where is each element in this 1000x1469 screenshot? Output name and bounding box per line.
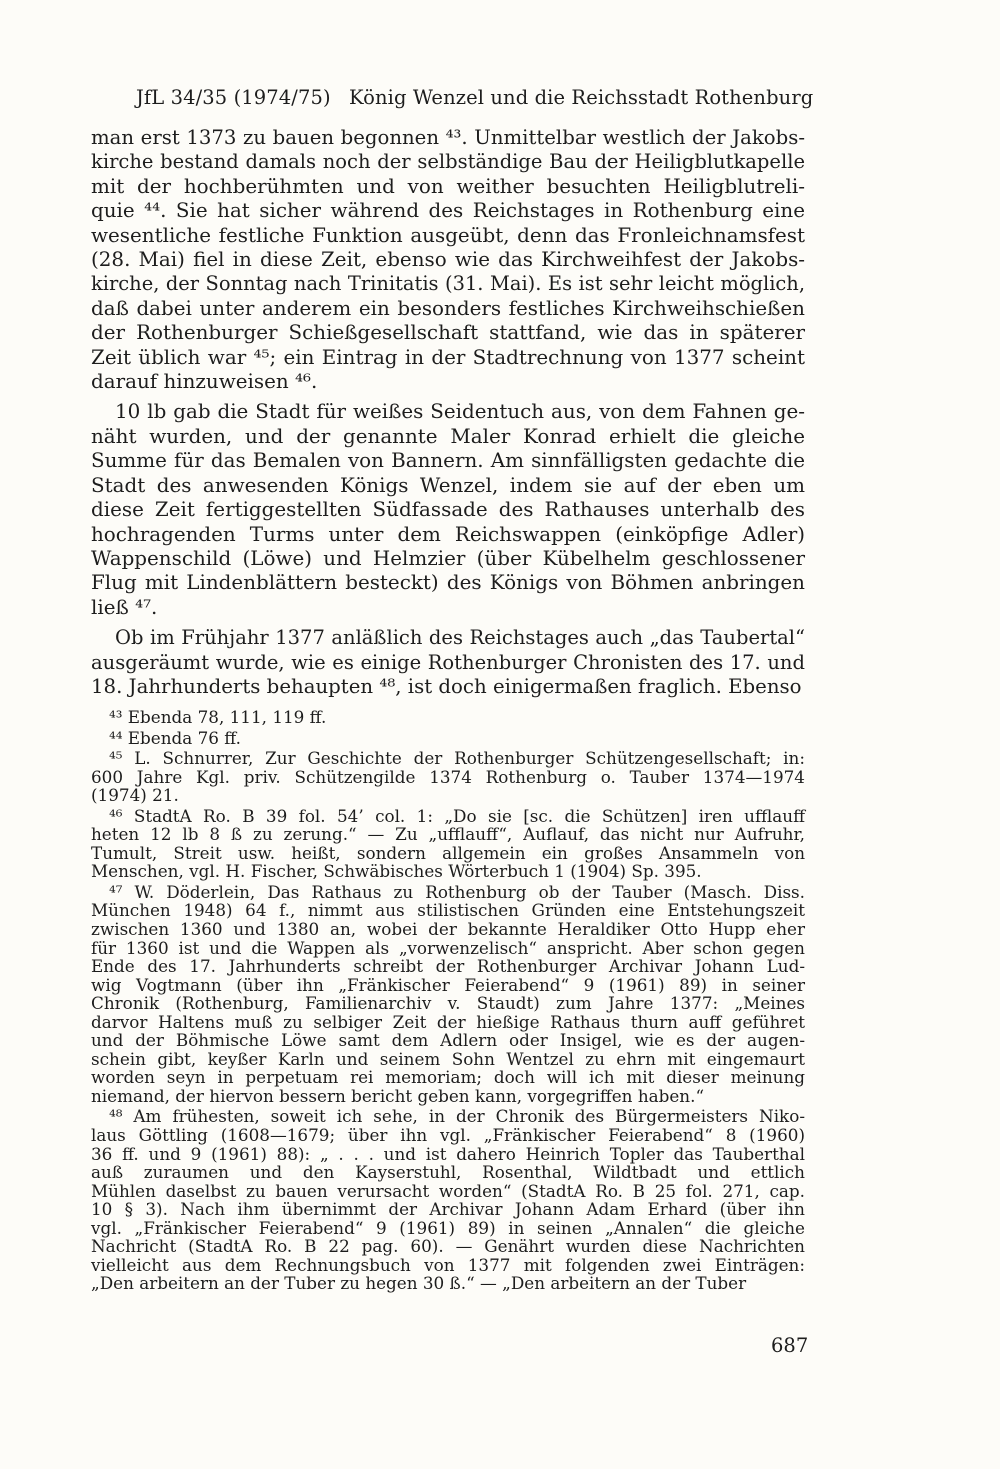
text-line: 10 lb gab die Stadt für weißes Seidentuch aus, von dem Fahnen ge- — [115, 400, 805, 424]
footnote-line: Menschen, vgl. H. Fischer, Schwäbisches Wörterbuch 1 (1904) Sp. 395. — [91, 861, 702, 882]
footnote-line: ⁴⁵ L. Schnurrer, Zur Geschichte der Rothenburger Schützengesellschaft; in: — [109, 748, 805, 769]
footnote-line: Nachricht (StadtA Ro. B 22 pag. 60). — Genährt wurden diese Nachrichten — [91, 1236, 805, 1257]
text-line: darauf hinzuweisen ⁴⁶. — [91, 370, 318, 394]
footnote-line: (1974) 21. — [91, 785, 179, 806]
page-number: 687 — [771, 1334, 809, 1357]
footnote-line: „Den arbeitern an der Tuber zu hegen 30 ß.“ — „Den arbeitern an der Tuber — [91, 1273, 747, 1294]
footnote-line: und der Böhmische Löwe samt dem Adlern oder Insigel, wie es der augen- — [91, 1030, 805, 1051]
text-line: Stadt des anwesenden Königs Wenzel, indem sie auf der eben um — [91, 473, 805, 497]
footnote-line: ⁴³ Ebenda 78, 111, 119 ff. — [109, 707, 327, 727]
footnote-line: vgl. „Fränkischer Feierabend“ 9 (1961) 89) in seinen „Annalen“ die gleiche — [91, 1217, 805, 1238]
footnote-line: ⁴⁴ Ebenda 76 ff. — [109, 727, 241, 748]
footnote-47 — [91, 883, 805, 1106]
footnotes — [91, 708, 805, 1293]
footnote-line: Mühlen daselbst zu bauen verursacht worden“ (StadtA Ro. B 25 fol. 271, cap. — [91, 1180, 805, 1201]
footnote-43 — [91, 708, 805, 727]
text-line: Summe für das Bemalen von Bannern. Am sinnfälligsten gedachte die — [91, 449, 805, 473]
text-line: man erst 1373 zu bauen begonnen ⁴³. Unmittelbar westlich der Jakobs- — [91, 126, 805, 149]
footnote-line: wig Vogtmann (über ihn „Fränkischer Feierabend“ 9 (1961) 89) in seiner — [91, 974, 805, 995]
footnote-line: Tumult, Streit usw. heißt, sondern allgemein ein großes Ansammeln von — [91, 842, 805, 863]
footnote-46 — [91, 807, 805, 881]
footnote-line: 10 § 3). Nach ihm übernimmt der Archivar Johann Adam Erhard (über ihn — [91, 1199, 805, 1220]
footnote-line: worden seyn in perpetuam rei memoriam; doch will ich mit dieser meinung — [91, 1067, 805, 1088]
footnote-line: niemand, der hiervon bessern bericht geben kann, vorgegriffen haben.“ — [91, 1085, 705, 1106]
footnote-line: auß zuraumen und den Kayserstuhl, Rosenthal, Wildtbadt und ettlich — [91, 1162, 805, 1183]
running-header — [136, 86, 813, 109]
footnote-line: 36 ff. und 9 (1961) 88): „ . . . und ist dahero Heinrich Topler das Tauberthal — [91, 1143, 805, 1164]
text-line: kirche bestand damals noch der selbständige Bau der Heiligblutkapelle — [91, 150, 805, 174]
text-line: mit der hochberühmten und von weither besuchten Heiligblutreli- — [91, 174, 805, 198]
text-line: diese Zeit fertiggestellten Südfassade des Rathauses unterhalb des — [91, 498, 805, 522]
footnote-line: München 1948) 64 f., nimmt aus stilistischen Gründen eine Entstehungszeit — [91, 900, 805, 921]
paragraph — [91, 626, 805, 699]
text-line: Ob im Frühjahr 1377 anläßlich des Reichstages auch „das Taubertal“ — [115, 626, 805, 650]
footnote-line: heten 12 lb 8 ß zu zerung.“ — Zu „ufflauff“, Auflauf, das nicht nur Aufruhr, — [91, 824, 805, 845]
text-line: ließ ⁴⁷. — [91, 595, 158, 619]
footnote-line: für 1360 ist und die Wappen als „vorwenzelisch“ anspricht. Aber schon gegen — [91, 937, 805, 958]
footnote-line: Chronik (Rothenburg, Familienarchiv v. Staudt) zum Jahre 1377: „Meines — [91, 993, 805, 1014]
footnote-48 — [91, 1107, 805, 1292]
text-line: quie ⁴⁴. Sie hat sicher während des Reichstages in Rothenburg eine — [91, 199, 805, 223]
text-line: der Rothenburger Schießgesellschaft stattfand, wie das in späterer — [91, 321, 805, 345]
footnote-line: schein gibt, keyßer Karln und seinem Sohn Wentzel zu ehrn mit eingemaurt — [91, 1048, 805, 1069]
footnote-45 — [91, 749, 805, 805]
text-line: Flug mit Lindenblättern besteckt) des Königs von Böhmen anbringen — [91, 571, 805, 595]
footnote-line: ⁴⁷ W. Döderlein, Das Rathaus zu Rothenburg ob der Tauber (Masch. Diss. — [109, 881, 805, 902]
footnote-line: laus Göttling (1608—1679; über ihn vgl. „Fränkischer Feierabend“ 8 (1960) — [91, 1125, 805, 1146]
footnote-line: Ende des 17. Jahrhunderts schreibt der Rothenburger Archivar Johann Lud- — [91, 956, 805, 977]
text-line: daß dabei unter anderem ein besonders festliches Kirchweihschießen — [91, 296, 805, 320]
body-text — [91, 126, 805, 699]
footnote-line: vielleicht aus dem Rechnungsbuch von 1377 mit folgenden zwei Einträgen: — [91, 1254, 805, 1275]
footnote-line: zwischen 1360 und 1380 an, wobei der bekannte Heraldiker Otto Hupp eher — [91, 919, 805, 940]
footnote-line: ⁴⁶ StadtA Ro. B 39 fol. 54’ col. 1: „Do sie [sc. die Schützen] iren ufflauff — [109, 805, 805, 826]
footnote-line: darvor Haltens muß zu selbiger Zeit der hießige Rathaus thurn auff geführet — [91, 1011, 805, 1032]
footnote-44 — [91, 729, 805, 748]
text-line: ausgeräumt wurde, wie es einige Rothenburger Chronisten des 17. und — [91, 650, 805, 674]
paragraph — [91, 126, 805, 394]
text-line: Zeit üblich war ⁴⁵; ein Eintrag in der Stadtrechnung von 1377 scheint — [91, 345, 805, 369]
article-title: König Wenzel und die Reichsstadt Rothenburg — [349, 86, 814, 109]
paragraph — [91, 400, 805, 620]
text-line: 18. Jahrhunderts behaupten ⁴⁸, ist doch einigermaßen fraglich. Ebenso — [91, 674, 802, 698]
text-line: hochragenden Turms unter dem Reichswappen (einköpfige Adler) — [91, 522, 805, 546]
text-line: (28. Mai) fiel in diese Zeit, ebenso wie das Kirchweihfest der Jakobs- — [91, 248, 805, 272]
text-line: kirche, der Sonntag nach Trinitatis (31. Mai). Es ist sehr leicht möglich, — [91, 272, 805, 296]
journal-reference: JfL 34/35 (1974/75) — [136, 86, 331, 109]
text-line: Wappenschild (Löwe) und Helmzier (über Kübelhelm geschlossener — [91, 546, 805, 570]
text-line: wesentliche festliche Funktion ausgeübt, denn das Fronleichnamsfest — [91, 223, 805, 247]
footnote-line: 600 Jahre Kgl. priv. Schützengilde 1374 Rothenburg o. Tauber 1374—1974 — [91, 766, 805, 787]
footnote-line: ⁴⁸ Am frühesten, soweit ich sehe, in der Chronik des Bürgermeisters Niko- — [109, 1106, 805, 1127]
text-line: näht wurden, und der genannte Maler Konrad erhielt die gleiche — [91, 424, 805, 448]
